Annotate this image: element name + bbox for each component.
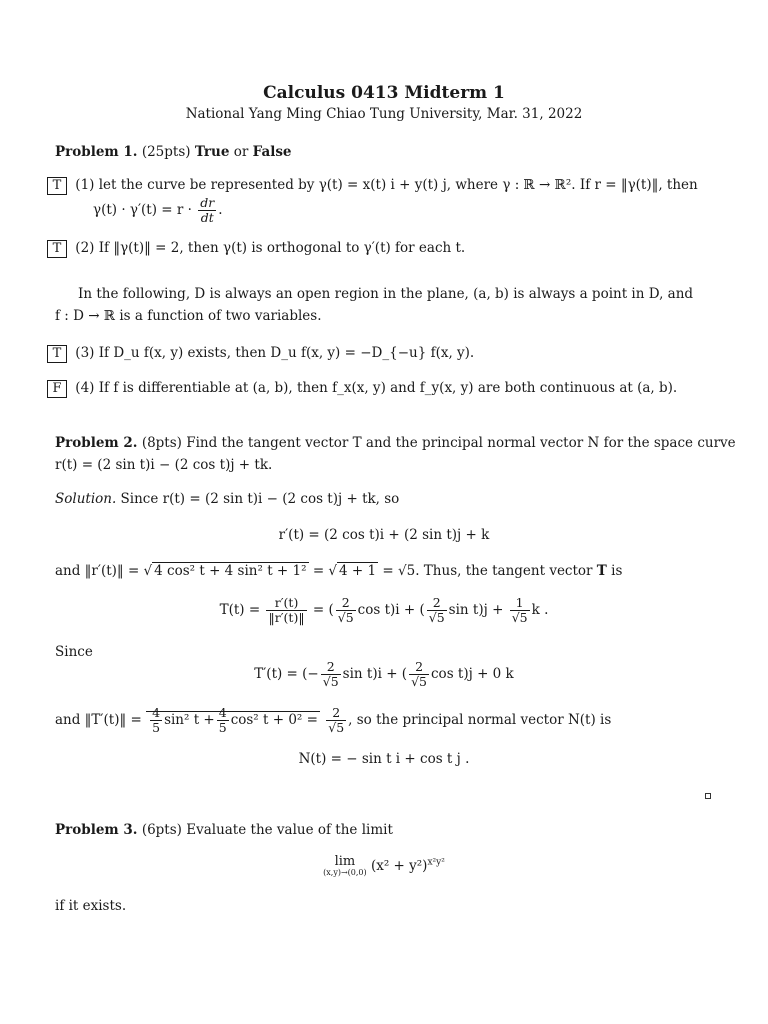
frac-den: √5	[322, 674, 339, 689]
problem1-item-1	[47, 177, 698, 195]
frac-num: 4	[152, 705, 161, 720]
item1-line2-left: γ(t) · γ′(t) = r ·	[93, 202, 192, 218]
problem1-item-3	[47, 345, 474, 363]
rprime-equation: r′(t) = (2 cos t)i + (2 sin t)j + k	[278, 527, 490, 543]
frac-num: dr	[200, 195, 215, 210]
T-main-fraction	[266, 596, 306, 625]
norm-Tprime-line	[55, 706, 611, 735]
lim-under: (x,y)→(0,0)	[323, 868, 367, 877]
normT-radical	[146, 705, 320, 735]
limit-expression	[0, 855, 768, 878]
solution-label: Solution.	[55, 491, 117, 507]
if-exists: if it exists.	[55, 898, 127, 914]
frac-num: 2	[326, 706, 346, 721]
norm-prefix: and ‖r′(t)‖ = √	[55, 563, 153, 579]
problem1-item-2	[47, 240, 465, 258]
Tprime-frac-a	[321, 660, 341, 689]
problem3-statement: (6pts) Evaluate the value of the limit	[141, 822, 393, 838]
problem1-heading-line	[55, 144, 292, 160]
norm-T: T	[596, 563, 607, 579]
T-frac-num: r′(t)	[266, 596, 306, 611]
T-frac-1-sqrt5	[510, 596, 530, 625]
solution-intro: Since r(t) = (2 sin t)i − (2 cos t)j + tk, so	[120, 491, 400, 507]
norm-mid: = √	[312, 563, 338, 579]
norm-radicand2: 4 + 1	[339, 563, 377, 579]
T-frac-2-sqrt5-a	[336, 596, 356, 625]
norm-is: is	[611, 563, 623, 579]
or-label: or	[233, 144, 249, 160]
Tprime-equation	[0, 660, 768, 689]
T-lhs: T(t) =	[219, 602, 261, 618]
true-label: True	[194, 144, 230, 160]
problem2-statement-2: r(t) = (2 sin t)i − (2 cos t)j + tk.	[55, 457, 273, 473]
answer-box-4: F	[47, 380, 67, 398]
problem1-item-4	[47, 380, 677, 398]
frac-den: √5	[337, 610, 354, 625]
item1-line2-end: .	[218, 202, 223, 218]
exam-subtitle: National Yang Ming Chiao Tung University, Mar. 31, 2022	[185, 106, 583, 122]
frac-den: √5	[328, 720, 345, 735]
T-frac-den: ‖r′(t)‖	[268, 610, 305, 625]
normT-rad-a: sin² t +	[164, 712, 215, 728]
problem3-heading: Problem 3.	[55, 822, 138, 838]
answer-box-1: T	[47, 177, 67, 195]
frac-den: √5	[411, 674, 427, 689]
N-equation: N(t) = − sin t i + cos t j .	[298, 751, 470, 767]
T-rhs-d: k .	[531, 602, 549, 618]
T-frac-2-sqrt5-b	[427, 596, 447, 625]
item4-text: (4) If f is differentiable at (a, b), then f_x(x, y) and f_y(x, y) are both continuous at (a, b).	[75, 380, 678, 396]
answer-box-3: T	[47, 345, 67, 363]
frac-num: 2	[409, 660, 429, 675]
normT-suffix: , so the principal normal vector N(t) is	[348, 712, 612, 728]
frac-den: dt	[200, 210, 214, 225]
Tprime-c: cos t)j + 0 k	[431, 666, 514, 682]
dr-dt-fraction	[198, 196, 216, 225]
lim-expr: (x² + y²)	[370, 858, 428, 874]
normT-result-frac	[326, 706, 346, 735]
problem1-item-1-line2	[93, 196, 223, 225]
Tprime-lhs: T′(t) = (−	[254, 666, 319, 682]
following-line2: f : D → ℝ is a function of two variables.	[55, 308, 322, 324]
problem3-line	[55, 822, 393, 838]
lim-label: lim	[334, 854, 356, 869]
answer-box-2: T	[47, 240, 67, 258]
problem2-statement-1: (8pts) Find the tangent vector T and the principal normal vector N for the space curve	[141, 435, 736, 451]
norm-eq: = √5. Thus, the tangent vector	[382, 563, 593, 579]
frac-num: 2	[336, 596, 356, 611]
frac-num: 4	[218, 705, 227, 720]
T-equation	[0, 596, 768, 625]
problem2-line1	[55, 435, 736, 451]
frac-den: 5	[152, 720, 161, 735]
limit-operator	[323, 855, 366, 878]
qed-square-icon	[705, 793, 711, 799]
problem2-heading: Problem 2.	[55, 435, 138, 451]
item3-text: (3) If D_u f(x, y) exists, then D_u f(x, y) = −D_{−u} f(x, y).	[75, 345, 475, 361]
solution-intro-line	[55, 491, 399, 507]
false-label: False	[252, 144, 292, 160]
since-label: Since	[55, 644, 93, 660]
frac-num: 1	[510, 596, 530, 611]
frac-den: √5	[428, 610, 445, 625]
frac-den: 5	[218, 720, 227, 735]
normT-rad-b: cos² t + 0² =	[230, 712, 318, 728]
exam-title: Calculus 0413 Midterm 1	[263, 83, 505, 103]
Tprime-frac-b	[409, 660, 429, 689]
Tprime-b: sin t)i + (	[342, 666, 408, 682]
problem1-heading: Problem 1.	[55, 144, 138, 160]
item2-text: (2) If ‖γ(t)‖ = 2, then γ(t) is orthogonal to γ′(t) for each t.	[75, 240, 466, 256]
frac-den: √5	[511, 610, 528, 625]
normT-prefix: and ‖T′(t)‖ =	[55, 712, 142, 728]
item1-line1: (1) let the curve be represented by γ(t) = x(t) i + y(t) j, where γ : ℝ → ℝ². If r = ‖γ(t)‖, then	[75, 177, 698, 193]
T-rhs-b: cos t)i + (	[357, 602, 425, 618]
frac-num: 2	[427, 596, 447, 611]
problem1-points: (25pts)	[141, 144, 191, 160]
following-line1: In the following, D is always an open region in the plane, (a, b) is always a point in D, and	[78, 286, 694, 302]
T-rhs-a: = (	[312, 602, 334, 618]
normT-frac-a	[150, 706, 162, 735]
frac-num: 2	[321, 660, 341, 675]
norm-r-line	[55, 563, 622, 579]
norm-radicand: 4 cos² t + 4 sin² t + 1²	[154, 563, 307, 579]
lim-exponent: x²y²	[427, 857, 445, 868]
T-rhs-c: sin t)j +	[448, 602, 504, 618]
normT-frac-b	[217, 706, 229, 735]
